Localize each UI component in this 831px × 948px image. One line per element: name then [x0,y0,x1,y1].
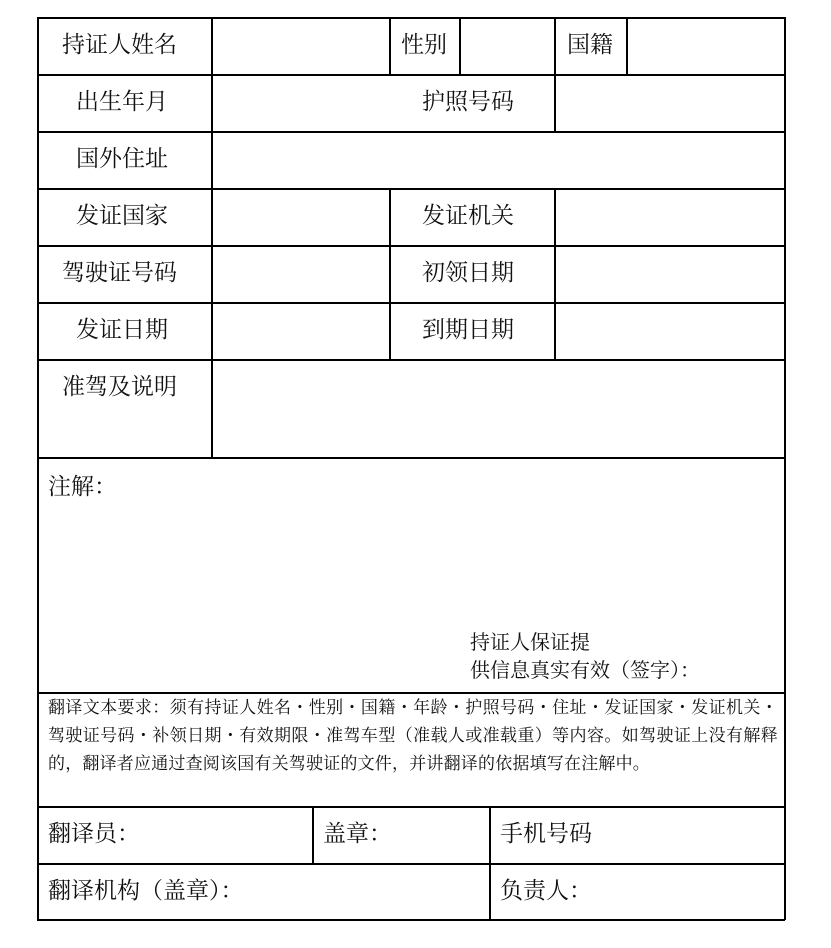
table-border-right [784,17,786,920]
signature-statement-line1: 持证人保证提 [470,630,590,654]
column-divider-mid [389,188,391,359]
issuing-country-field[interactable] [213,190,388,244]
translation-agency-label: 翻译机构（盖章）： [48,878,244,904]
holder-name-field[interactable] [213,19,388,73]
passport-number-field[interactable] [556,76,783,130]
notes-label: 注解： [48,474,117,500]
row-divider-10 [37,863,785,865]
nationality-field[interactable] [628,19,783,73]
expiry-date-field[interactable] [556,304,783,358]
translator-label: 翻译员： [48,821,140,847]
holder-name-label: 持证人姓名 [62,32,177,58]
issuing-authority-label: 发证机关 [422,203,514,229]
notes-field[interactable] [39,505,783,625]
nationality-label: 国籍 [567,32,613,58]
passport-number-label: 护照号码 [422,89,514,115]
table-border-left [37,17,39,920]
table-border-bottom [37,919,785,921]
vehicle-class-label: 准驾及说明 [62,374,177,400]
column-divider-bottom-1 [312,806,314,864]
vehicle-class-field[interactable] [213,361,783,456]
phone-number-label: 手机号码 [500,821,592,847]
first-issue-date-field[interactable] [556,247,783,301]
row-divider-7 [37,457,785,459]
column-divider-mid [389,17,391,75]
license-number-label: 驾驶证号码 [62,260,177,286]
license-number-field[interactable] [213,247,388,301]
translation-requirements-text: 翻译文本要求：须有持证人姓名・性别・国籍・年龄・护照号码・住址・发证国家・发证机关・驾驶证号码・补领日期・有效期限・准驾车型（准载人或准载重）等内容。如驾驶证上没有解释的，翻译者应通过查阅该国有关驾驶证的文件，并讲翻译的依据填写在注解中。 [48,698,778,774]
responsible-person-label: 负责人： [500,878,592,904]
first-issue-date-label: 初领日期 [422,260,514,286]
gender-label: 性别 [401,32,447,58]
signature-statement-line2: 供信息真实有效（签字）： [470,658,700,682]
issuing-authority-field[interactable] [556,190,783,244]
issuing-country-label: 发证国家 [76,203,168,229]
issue-date-field[interactable] [213,304,388,358]
foreign-address-label: 国外住址 [76,146,168,172]
column-divider-bottom-2 [489,806,491,920]
birth-date-label: 出生年月 [76,89,168,115]
gender-field[interactable] [461,19,553,73]
expiry-date-label: 到期日期 [422,317,514,343]
foreign-address-field[interactable] [213,133,783,187]
row-divider-9 [37,806,785,808]
seal-label: 盖章： [323,821,392,847]
issue-date-label: 发证日期 [76,317,168,343]
